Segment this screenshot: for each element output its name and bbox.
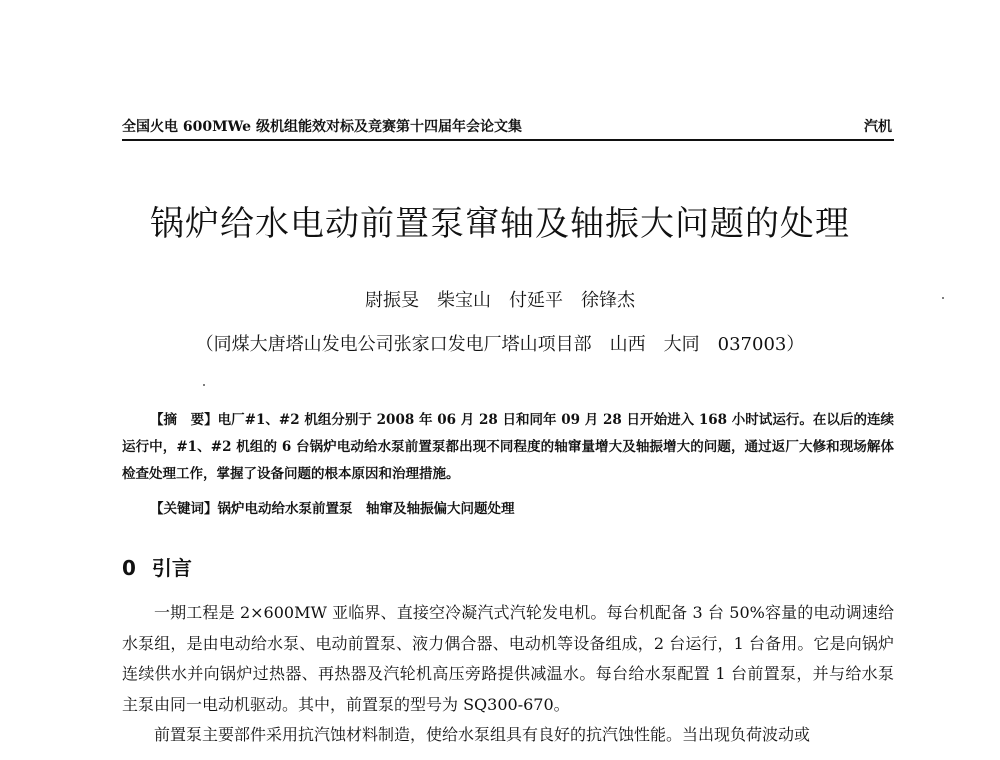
abstract-text: 电厂#1、#2 机组分别于 2008 年 06 月 28 日和同年 09 月 28 日开始进入 168 小时试运行。在以后的连续运行中，#1、#2 机组的 6 台锅炉电动给水泵前置泵都出现不同程度的轴窜量增大及轴振增大的问题，通过返厂大修和现场解体检查处理工作，掌握了设备问题的根本原因和治理措施。 bbox=[122, 412, 894, 482]
scan-speck bbox=[203, 384, 205, 386]
author-list bbox=[0, 286, 1000, 312]
section-number: 0 bbox=[122, 556, 136, 580]
body-paragraph: 前置泵主要部件采用抗汽蚀材料制造，使给水泵组具有良好的抗汽蚀性能。当出现负荷波动或 bbox=[154, 725, 811, 744]
section-heading bbox=[122, 552, 192, 581]
keywords-label: 【关键词】 bbox=[150, 501, 218, 517]
body-paragraph: 一期工程是 2×600MW 亚临界、直接空冷凝汽式汽轮发电机。每台机配备 3 台 50%容量的电动调速给水泵组，是由电动给水泵、电动前置泵、液力偶合器、电动机等设备组成，2 台运行，1 台备用。它是向锅炉连续供水并向锅炉过热器、再热器及汽轮机高压旁路提供减温水。每台给水泵配置 1 台前置泵，并与给水泵主泵由同一电动机驱动。其中，前置泵的型号为 SQ300-670。 bbox=[122, 603, 894, 714]
header-section: 汽机 bbox=[864, 119, 892, 135]
keywords-text: 锅炉电动给水泵前置泵 轴窜及轴振偏大问题处理 bbox=[217, 501, 515, 517]
scan-speck bbox=[942, 297, 944, 299]
abstract bbox=[122, 407, 894, 488]
author-name: 付延平 bbox=[509, 290, 563, 311]
affiliation: （同煤大唐塔山发电公司张家口发电厂塔山项目部 山西 大同 037003） bbox=[195, 334, 805, 355]
keywords bbox=[122, 496, 894, 523]
author-name: 徐锋杰 bbox=[581, 290, 635, 311]
journal-name: 全国火电 600MWe 级机组能效对标及竞赛第十四届年会论文集 bbox=[122, 119, 522, 135]
author-name: 尉振旻 bbox=[365, 290, 419, 311]
author-name: 柴宝山 bbox=[437, 290, 491, 311]
running-header bbox=[122, 110, 894, 141]
body-text bbox=[122, 598, 894, 751]
paper-title: 锅炉给水电动前置泵窜轴及轴振大问题的处理 bbox=[150, 204, 850, 244]
abstract-label: 【摘 要】 bbox=[150, 412, 218, 428]
section-title: 引言 bbox=[151, 556, 192, 580]
